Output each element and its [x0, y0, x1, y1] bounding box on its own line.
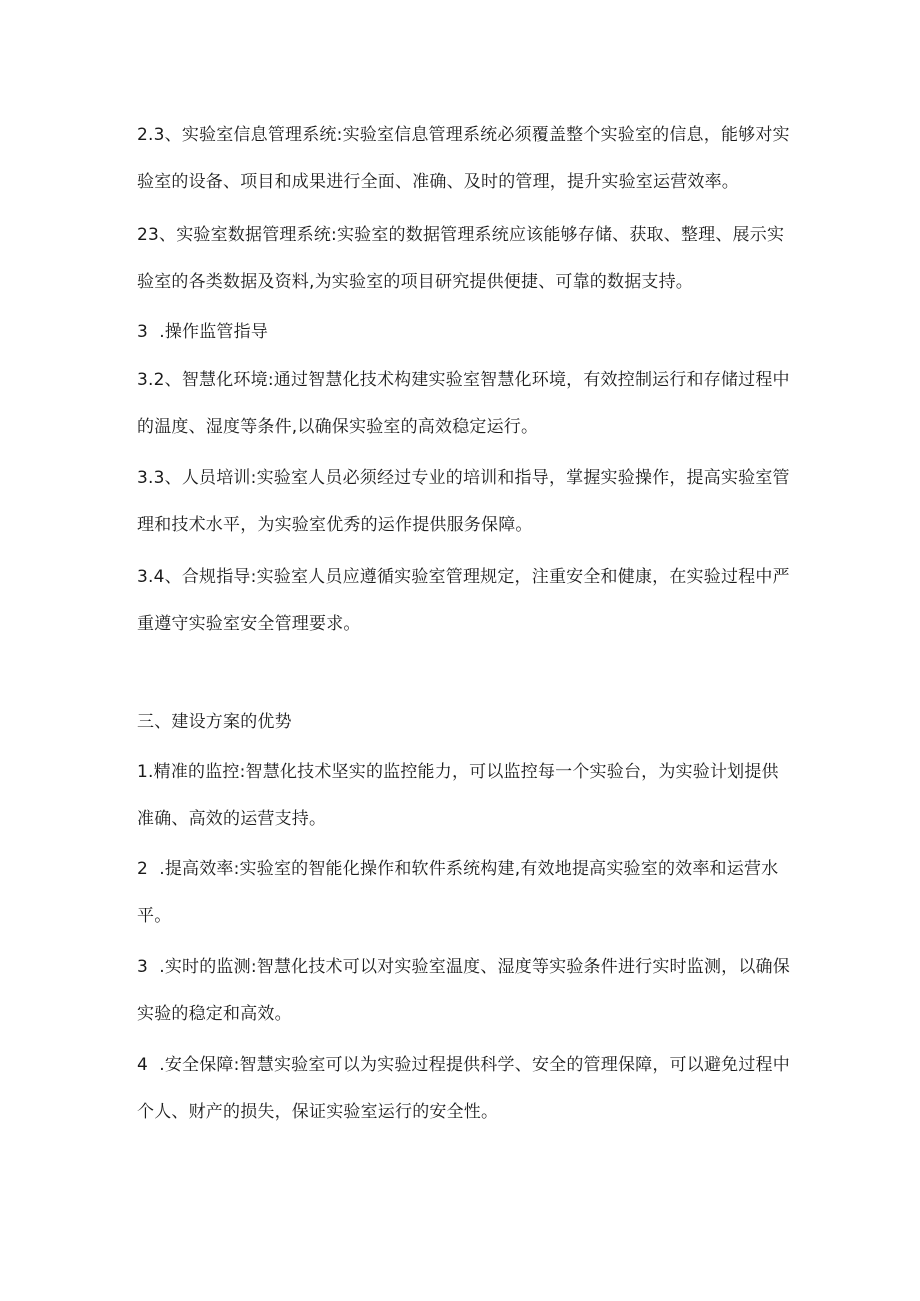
paragraph-advantage-1: [137, 749, 787, 843]
paragraph-3-4-compliance-guidance: [137, 554, 790, 648]
text-line: 个人、财产的损失，保证实验室运行的安全性。: [137, 1102, 499, 1122]
text-line: 3.2、智慧化环境:通过智慧化技术构建实验室智慧化环境，有效控制运行和存储过程中: [137, 370, 790, 390]
text-line: 1.精准的监控:智慧化技术坚实的监控能力，可以监控每一个实验台，为实验计划提供: [137, 762, 779, 782]
paragraph-advantage-2: [137, 846, 787, 940]
heading-3-operation-supervision: [137, 309, 787, 356]
text-line: 验室的设备、项目和成果进行全面、准确、及时的管理，提升实验室运营效率。: [137, 172, 739, 192]
text-line: 4 .安全保障:智慧实验室可以为实验过程提供科学、安全的管理保障，可以避免过程中: [137, 1055, 790, 1075]
text-line: 验室的各类数据及资料,为实验室的项目研究提供便捷、可靠的数据支持。: [137, 272, 694, 292]
section-heading-advantages: [137, 699, 787, 746]
text-line: 三、建设方案的优势: [137, 712, 292, 732]
text-line: 准确、高效的运营支持。: [137, 809, 327, 829]
text-line: 23、实验室数据管理系统:实验室的数据管理系统应该能够存储、获取、整理、展示实: [137, 225, 785, 245]
paragraph-23-lab-data-system: [137, 212, 787, 306]
text-line: 实验的稳定和高效。: [137, 1004, 292, 1024]
text-line: 2 .提高效率:实验室的智能化操作和软件系统构建,有效地提高实验室的效率和运营水: [137, 859, 779, 879]
text-line: 2.3、实验室信息管理系统:实验室信息管理系统必须覆盖整个实验室的信息，能够对实: [137, 125, 790, 145]
text-line: 3 .操作监管指导: [137, 322, 269, 342]
paragraph-3-2-smart-environment: [137, 357, 790, 451]
paragraph-3-3-staff-training: [137, 455, 790, 549]
text-line: 重遵守实验室安全管理要求。: [137, 614, 361, 634]
text-line: 3 .实时的监测:智慧化技术可以对实验室温度、湿度等实验条件进行实时监测，以确保: [137, 957, 790, 977]
paragraph-advantage-3: [137, 944, 790, 1038]
paragraph-advantage-4: [137, 1042, 790, 1136]
text-line: 3.3、人员培训:实验室人员必须经过专业的培训和指导，掌握实验操作，提高实验室管: [137, 468, 790, 488]
text-line: 3.4、合规指导:实验室人员应遵循实验室管理规定，注重安全和健康，在实验过程中严: [137, 567, 790, 587]
text-line: 理和技术水平，为实验室优秀的运作提供服务保障。: [137, 515, 533, 535]
text-line: 平。: [137, 906, 172, 926]
paragraph-2-3-lab-info-system: [137, 112, 790, 206]
text-line: 的温度、湿度等条件,以确保实验室的高效稳定运行。: [137, 417, 539, 437]
